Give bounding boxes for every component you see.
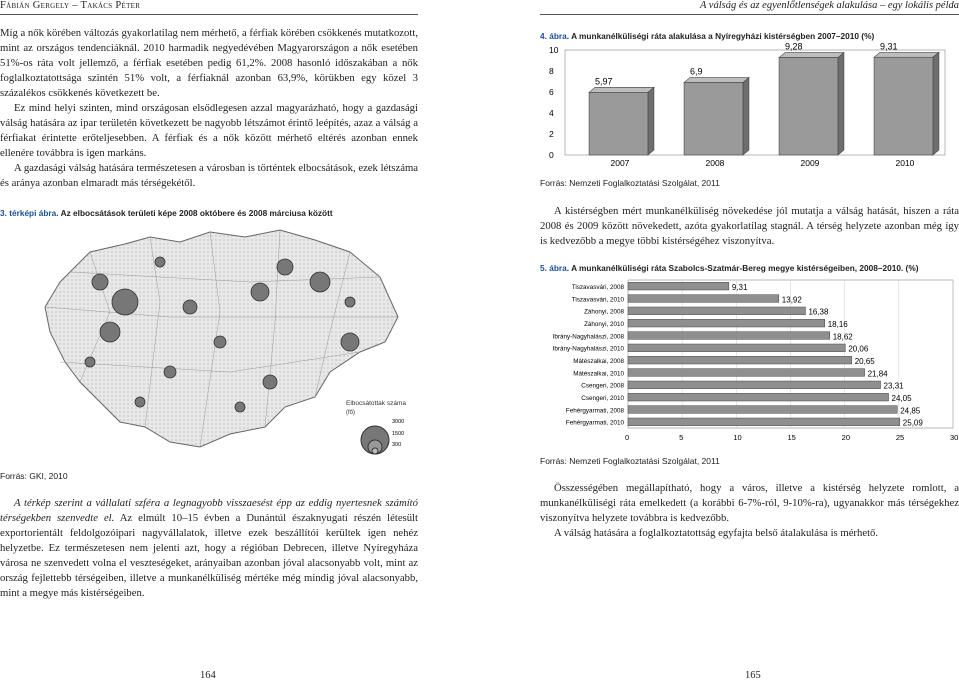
paragraph-4: [0, 496, 418, 601]
fig5-bar: [628, 381, 881, 389]
fig5-category-label: Tiszavasvári, 2008: [571, 283, 624, 291]
map-title: Az elbocsátások területi képe 2008 októbere és 2008 márciusa között: [60, 208, 333, 218]
fig4-bar-side: [933, 52, 939, 155]
paragraph-3: A gazdasági válság hatására természetesen a városban is történtek elbocsátások, ezek létszáma és aránya azonban elmaradt más térségekétől.: [0, 162, 418, 189]
fig5-category-label: Ibrány-Nagyhalászi, 2010: [552, 345, 624, 353]
bubble: [92, 274, 108, 290]
bubble: [341, 333, 359, 351]
paragraph-2: Ez mind helyi szinten, mind országosan elsődlegesen azzal magyarázható, hogy a gazdasági válság hatására az ipar területén következett be nagyobb létszámot érintő leépítés, azaz a válság a férfiakat érintette erőteljesebben. A férfiak és a nők között mérhető eltérés azonban ennek ellenére továbbra is igen markáns.: [0, 102, 418, 159]
fig4-data-label: 5,97: [595, 76, 613, 87]
bubble: [164, 366, 176, 378]
fig5-bar: [628, 356, 852, 364]
bubble: [235, 402, 245, 412]
fig5-bar: [628, 319, 825, 327]
fig5-category-label: Csengeri, 2010: [581, 394, 624, 402]
fig4-chart: [540, 42, 959, 177]
legend-circle-small: [372, 448, 378, 454]
fig5-data-label: 16,38: [808, 307, 829, 317]
fig5-data-label: 23,31: [883, 381, 904, 391]
right-text-block-2: [540, 481, 959, 541]
left-text-block-2: [0, 496, 418, 601]
fig4-xtick-label: 2008: [705, 158, 725, 168]
fig5-data-label: 25,09: [902, 418, 923, 428]
map-source: Forrás: GKI, 2010: [0, 471, 68, 481]
fig5-bar: [628, 418, 900, 426]
bubble: [277, 259, 293, 275]
fig5-xtick-label: 20: [841, 433, 851, 442]
page-number-right: 165: [745, 670, 761, 681]
fig4-title: A munkanélküliségi ráta alakulása a Nyíregyházi kistérségben 2007–2010 (%): [571, 31, 875, 41]
bubble: [155, 257, 165, 267]
fig4-data-label: 9,28: [785, 42, 803, 52]
fig5-data-label: 13,92: [781, 295, 802, 305]
paragraph-5: A kistérségben mért munkanélküliség növekedése jól mutatja a válság hatását, hiszen a ráta 2008 és 2009 között növekedett, azóta gyakorlatilag stagnál. A térség helyzete azonban még így is kedvezőbb a megye többi kistérségéhez viszonyítva.: [540, 205, 959, 247]
page-number-left: 164: [200, 670, 216, 681]
map-legend-unit: (fő): [346, 410, 355, 416]
paragraph-6: Összességében megállapítható, hogy a város, illetve a kistérség helyzete romlott, a munkanélküliségi ráta emelkedett (a korábbi 6-7%-ról, 9-10%-ra), ugyanakkor más térségekhez viszonyítva helyzete továbbra is kedvezőbb.: [540, 482, 959, 524]
fig4-bar-side: [838, 53, 844, 155]
fig4-bar: [874, 57, 933, 155]
fig5-category-label: Záhonyi, 2008: [584, 308, 624, 316]
fig5-xtick-label: 30: [950, 433, 959, 442]
fig4-xtick-label: 2007: [610, 158, 630, 168]
running-header-title: A válság és az egyenlőtlenségek alakulása – egy lokális példa: [699, 0, 959, 11]
fig4-data-label: 9,31: [880, 42, 898, 52]
fig5-xtick-label: 0: [625, 433, 630, 442]
fig5-bar: [628, 295, 779, 303]
fig4-bar-side: [648, 87, 654, 155]
paragraph-1: Míg a nők körében változás gyakorlatilag nem mérhető, a férfiak körében csökkenés mutatkozott, mint az országos tendenciáknál. 2010 harmadik negyedévében Magyarországon a nők esetében 51%-os ráta volt jellemző, a férfiak esetében pedig 61,2%. 2008 hasonló időszakában a nők foglalkoztatottsága szintén 51% volt, a férfiaknál azonban 63,9%, körükben egy közel 3 százalékos csökkenés következett be.: [0, 27, 418, 99]
fig5-data-label: 24,05: [891, 393, 912, 403]
map-label: 3. térképi ábra.: [0, 208, 59, 218]
bubble: [345, 297, 355, 307]
fig5-bar: [628, 344, 845, 352]
fig4-caption: [540, 31, 959, 41]
fig4-ytick-label: 0: [549, 150, 554, 160]
fig5-category-label: Csengeri, 2008: [581, 382, 624, 390]
fig4-bar: [589, 92, 648, 155]
fig5-bar: [628, 369, 865, 377]
fig5-category-label: Ibrány-Nagyhalászi, 2008: [552, 333, 624, 341]
legend-value-300: 300: [392, 442, 402, 448]
right-text-block-1: [540, 204, 959, 249]
fig4-xtick-label: 2009: [800, 158, 820, 168]
fig5-xtick-label: 15: [787, 433, 796, 442]
fig5-label: 5. ábra.: [540, 263, 570, 273]
legend-value-3000: 3000: [392, 419, 405, 425]
fig5-bar: [628, 406, 897, 414]
fig4-source: Forrás: Nemzeti Foglalkoztatási Szolgálat, 2011: [540, 178, 720, 188]
fig4-bar-top: [779, 53, 844, 58]
bubble: [310, 272, 330, 292]
map-legend-title: Elbocsátottak száma: [346, 400, 406, 407]
header-rule-right: [540, 14, 959, 15]
bubble: [135, 397, 145, 407]
unemployment-map: [30, 222, 410, 462]
paragraph-4-rest: Az elmúlt 10–15 évben a Dunántúl északnyugati részén létesült exportorientált feldolgozóipari nagyvállalatok, illetve ezek beszállítói kerültek igen nehéz helyzetbe. Ez természetesen nem jelenti azt, hogy a régióban Debrecen, illetve Nyíregyháza városa ne szenvedett volna el veszteségeket, arányaiban azonban jóval alacsonyabb volt, mint az ország fejlettebb térségeiben, illetve a munkanélküliség mértéke még mindig jóval alacsonyabb, mint a megye más kistérségeiben.: [0, 512, 418, 599]
fig5-title: A munkanélküliségi ráta Szabolcs-Szatmár-Bereg megye kistérségeiben, 2008–2010. (%): [571, 263, 919, 273]
fig5-data-label: 24,85: [900, 406, 921, 416]
fig5-bar: [628, 393, 889, 401]
paragraph-4-italic: A térkép szerint a vállalati szféra a legnagyobb visszaesést épp az eddig nyertesnek számító térségekben szenvedte el.: [0, 497, 418, 524]
running-header-authors: Fábián Gergely – Takács Péter: [0, 0, 141, 11]
fig5-data-label: 9,31: [731, 282, 748, 292]
fig5-xtick-label: 10: [733, 433, 742, 442]
bubble: [251, 283, 269, 301]
fig4-bar-top: [589, 87, 654, 92]
fig4-ytick-label: 6: [549, 87, 554, 97]
fig4-ytick-label: 2: [549, 129, 554, 139]
bubble: [100, 322, 120, 342]
fig5-category-label: Záhonyi, 2010: [584, 320, 624, 328]
fig4-ytick-label: 10: [549, 45, 559, 55]
fig5-source: Forrás: Nemzeti Foglalkoztatási Szolgálat, 2011: [540, 456, 720, 466]
map-caption: [0, 208, 418, 218]
fig4-ytick-label: 8: [549, 66, 554, 76]
fig5-caption: [540, 263, 959, 273]
bubble: [183, 300, 197, 314]
fig5-xtick-label: 25: [895, 433, 905, 442]
fig5-category-label: Fehérgyarmati, 2008: [565, 407, 624, 415]
header-rule-left: [0, 14, 418, 15]
fig4-bar-side: [743, 78, 749, 155]
fig5-xtick-label: 5: [679, 433, 684, 442]
fig4-bar-top: [874, 52, 939, 57]
bubble: [85, 357, 95, 367]
fig4-label: 4. ábra.: [540, 31, 570, 41]
fig5-data-label: 20,06: [848, 344, 869, 354]
fig4-bar: [684, 83, 743, 155]
bubble: [263, 375, 277, 389]
fig4-bar-top: [684, 78, 749, 83]
fig4-bar: [779, 58, 838, 155]
fig5-data-label: 21,84: [867, 369, 888, 379]
fig5-data-label: 18,16: [827, 319, 848, 329]
bubble: [214, 336, 226, 348]
fig4-data-label: 6,9: [690, 66, 703, 77]
paragraph-7: A válság hatására a foglalkoztatottság egyfajta belső átalakulása is mérhető.: [554, 527, 879, 539]
fig5-bar: [628, 307, 805, 315]
fig5-bar: [628, 332, 830, 340]
fig5-data-label: 18,62: [832, 332, 853, 342]
bubble: [112, 289, 138, 315]
fig5-data-label: 20,65: [854, 356, 875, 366]
fig5-chart: [540, 276, 959, 446]
legend-value-1500: 1500: [392, 431, 405, 437]
fig5-category-label: Mátészalkai, 2008: [573, 357, 624, 365]
left-text-block-1: [0, 26, 418, 191]
fig4-ytick-label: 4: [549, 108, 554, 118]
fig5-category-label: Fehérgyarmati, 2010: [565, 419, 624, 427]
fig5-category-label: Mátészalkai, 2010: [573, 370, 624, 378]
fig5-bar: [628, 282, 729, 290]
fig5-category-label: Tiszavasvári, 2010: [571, 296, 624, 304]
fig4-xtick-label: 2010: [895, 158, 915, 168]
